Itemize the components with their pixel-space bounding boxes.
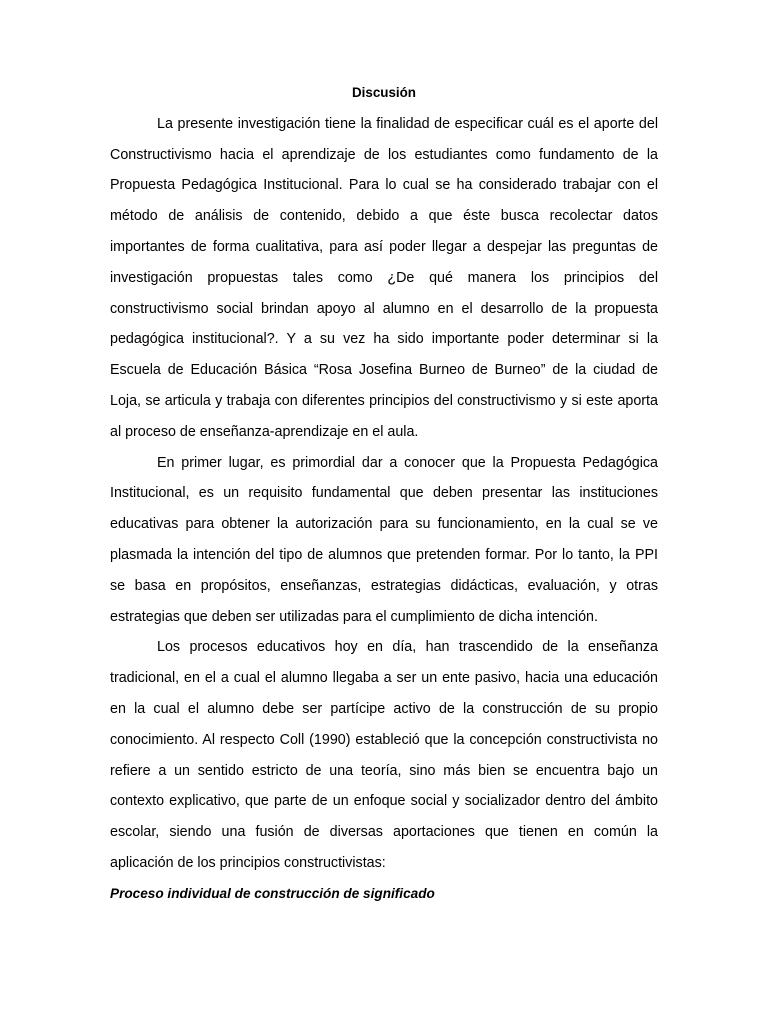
section-subheading: Proceso individual de construcción de significado bbox=[110, 885, 435, 901]
paragraph-intro: La presente investigación tiene la finalidad de especificar cuál es el aporte del Constructivismo hacia el aprendizaje de los estudiantes como fundamento de la Propuesta Pedagógica Institucional. Para lo cual se ha considerado trabajar con el método de análisis de contenido, debido a que éste busca recolectar datos importantes de forma cualitativa, para así poder llegar a despejar las preguntas de investigación propuestas tales como ¿De qué manera los principios del constructivismo social brindan apoyo al alumno en el desarrollo de la propuesta pedagógica institucional?. Y a su vez ha sido importante poder determinar si la Escuela de Educación Básica “Rosa Josefina Burneo de Burneo” de la ciudad de Loja, se articula y trabaja con diferentes principios del constructivismo y si este aporta al proceso de enseñanza-aprendizaje en el aula. bbox=[110, 115, 658, 440]
paragraph-educational-processes: Los procesos educativos hoy en día, han trascendido de la enseñanza tradicional, en el a cual el alumno llegaba a ser un ente pasivo, hacia una educación en la cual el alumno debe ser partícipe activo de la construcción de su propio conocimiento. Al respecto Coll (1990) estableció que la concepción constructivista no refiere a un sentido estricto de una teoría, sino más bien se encuentra bajo un contexto explicativo, que parte de un enfoque social y socializador dentro del ámbito escolar, siendo una fusión de diversas aportaciones que tienen en común la aplicación de los principios constructivistas: bbox=[110, 639, 658, 871]
page-title: Discusión bbox=[352, 85, 416, 100]
paragraph-ppi: En primer lugar, es primordial dar a conocer que la Propuesta Pedagógica Institucional, es un requisito fundamental que deben presentar las instituciones educativas para obtener la autorización para su funcionamiento, en la cual se ve plasmada la intención del tipo de alumnos que pretenden formar. Por lo tanto, la PPI se basa en propósitos, enseñanzas, estrategias didácticas, evaluación, y otras estrategias que deben ser utilizadas para el cumplimiento de dicha intención. bbox=[110, 454, 658, 625]
document-page bbox=[110, 78, 658, 910]
